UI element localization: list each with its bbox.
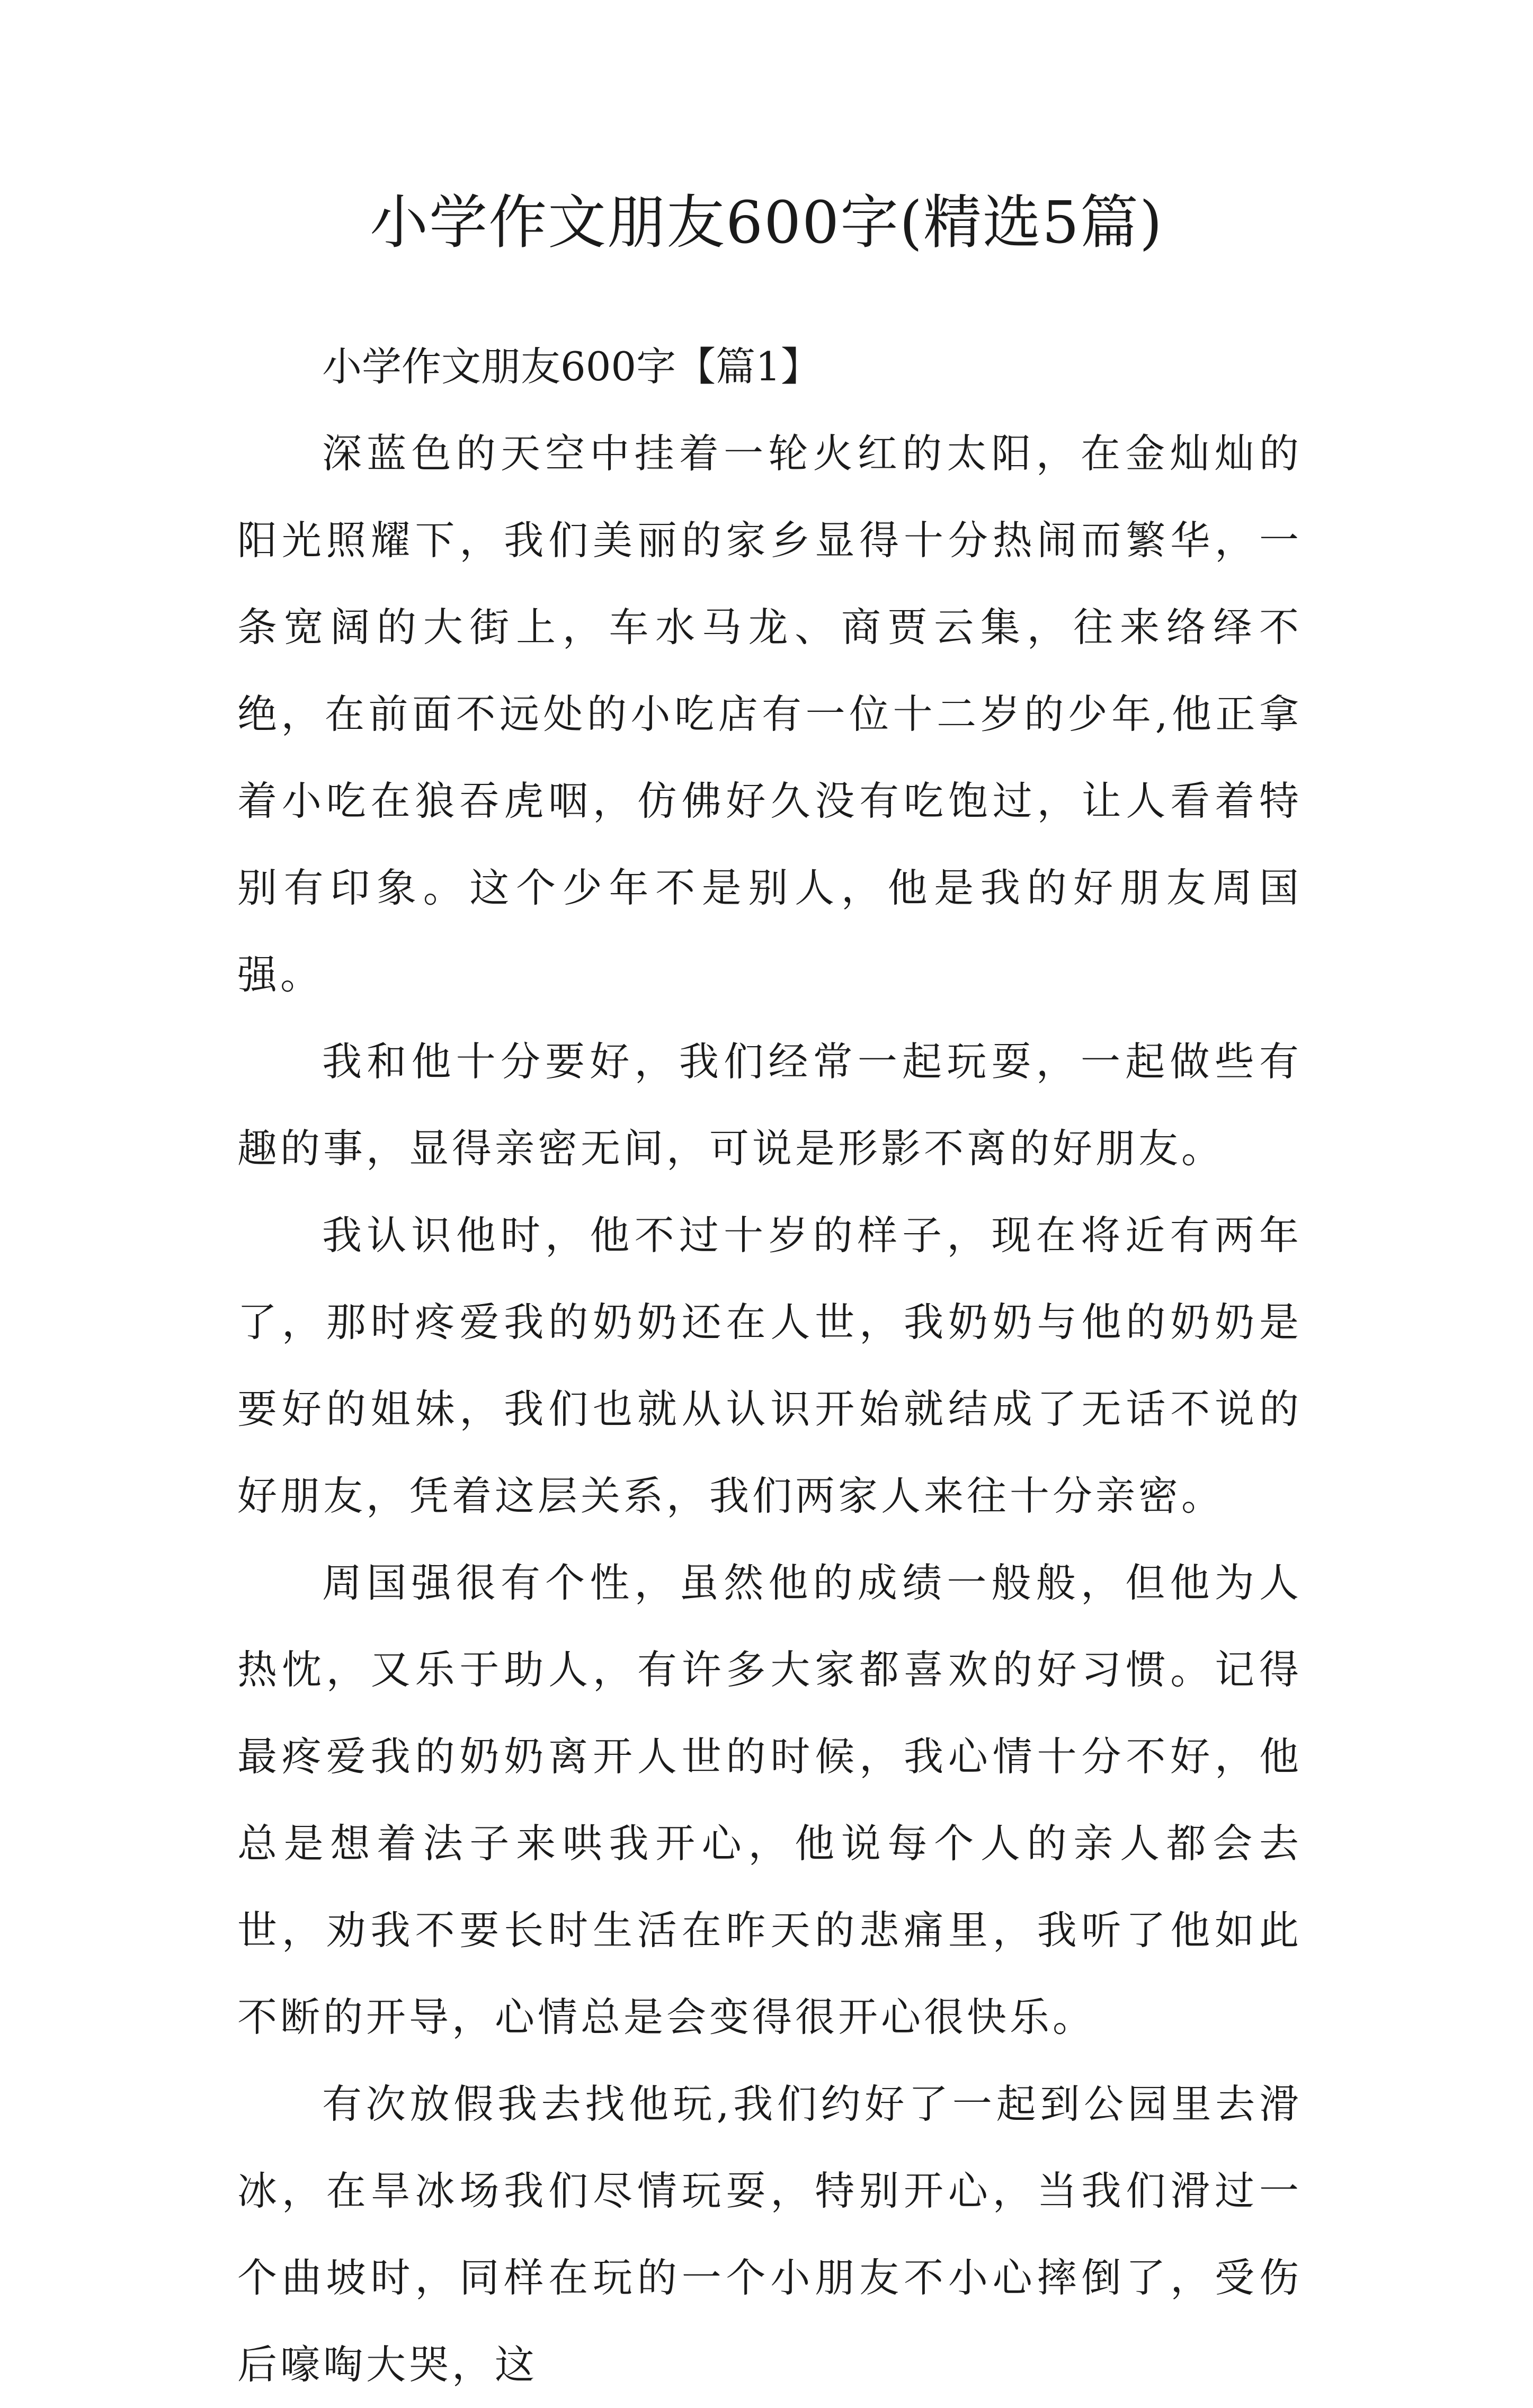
document-body xyxy=(237,323,1302,2408)
paragraph: 周国强很有个性，虽然他的成绩一般般，但他为人热忱，又乐于助人，有许多大家都喜欢的好习惯。记得最疼爱我的奶奶离开人世的时候，我心情十分不好，他总是想着法子来哄我开心，他说每个人的亲人都会去世，劝我不要长时生活在昨天的悲痛里，我听了他如此不断的开导，心情总是会变得很开心很快乐。 xyxy=(237,1559,1302,2040)
paragraph: 深蓝色的天空中挂着一轮火红的太阳，在金灿灿的阳光照耀下，我们美丽的家乡显得十分热闹而繁华，一条宽阔的大街上，车水马龙、商贾云集，往来络绎不绝，在前面不远处的小吃店有一位十二岁的少年,他正拿着小吃在狼吞虎咽，仿佛好久没有吃饱过，让人看着特别有印象。这个少年不是别人，他是我的好朋友周国强。 xyxy=(237,430,1302,998)
paragraph: 我认识他时，他不过十岁的样子，现在将近有两年了，那时疼爱我的奶奶还在人世，我奶奶与他的奶奶是要好的姐妹，我们也就从认识开始就结成了无话不说的好朋友，凭着这层关系，我们两家人来往十分亲密。 xyxy=(237,1212,1302,1519)
paragraph: 有次放假我去找他玩,我们约好了一起到公园里去滑冰，在旱冰场我们尽情玩耍，特别开心，当我们滑过一个曲坡时，同样在玩的一个小朋友不小心摔倒了，受伤后嚎啕大哭，这 xyxy=(237,2081,1302,2388)
paragraph: 我和他十分要好，我们经常一起玩耍，一起做些有趣的事，显得亲密无间，可说是形影不离的好朋友。 xyxy=(237,1038,1302,1172)
document-title: 小学作文朋友600字(精选5篇) xyxy=(370,189,1163,256)
section-heading: 小学作文朋友600字【篇1】 xyxy=(322,343,821,390)
